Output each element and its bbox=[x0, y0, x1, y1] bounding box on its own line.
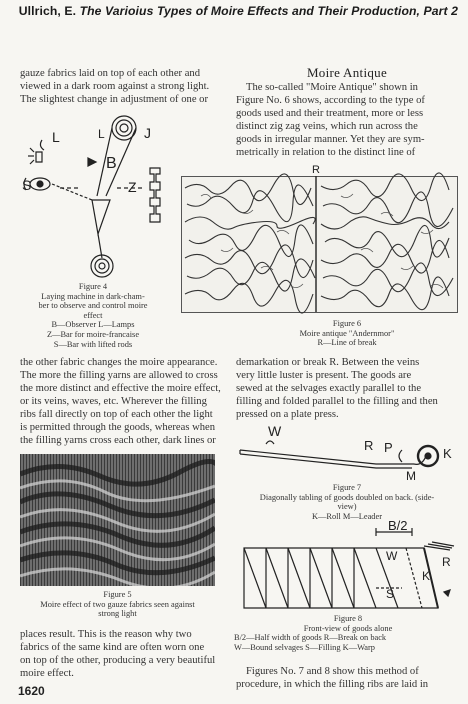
fig4-label-B: B bbox=[106, 155, 117, 172]
caption-line: R—Line of break bbox=[317, 338, 377, 348]
fig4-label-L-left: L bbox=[52, 129, 60, 145]
text-line: on top of the other, producing a very beautiful bbox=[20, 655, 216, 666]
text-line: goods in irregular manner. Yet they are sym- bbox=[236, 134, 425, 145]
caption-line: Moire effect of two gauze fabrics seen against bbox=[40, 599, 195, 609]
caption-line: Figure 7 bbox=[332, 483, 362, 492]
right-paragraph-middle bbox=[236, 356, 458, 421]
caption-line: ber to observe and control moire bbox=[38, 301, 148, 311]
caption-line: Figure 6 bbox=[332, 319, 362, 328]
figure-6-moire-antique-image bbox=[181, 162, 458, 314]
text-line: the more distinct and effective the moire effect, bbox=[20, 383, 221, 394]
caption-line: Figure 5 bbox=[103, 590, 132, 599]
fig8-label-B2: B/2 bbox=[388, 518, 408, 533]
figure-5-caption bbox=[20, 590, 215, 619]
fig7-label-K: K bbox=[443, 446, 452, 461]
figure-8-front-view-goods-diagram bbox=[236, 518, 462, 614]
fig7-label-M: M bbox=[406, 469, 416, 482]
fig8-label-W: W bbox=[386, 549, 398, 563]
text-line: ribs fall directly on top of each other the light bbox=[20, 409, 213, 420]
right-paragraph-top bbox=[236, 81, 458, 159]
text-line: demarkation or break R. Between the veins bbox=[236, 357, 420, 368]
header-author: Ullrich, E. bbox=[18, 4, 77, 18]
left-paragraph-bottom bbox=[20, 628, 228, 680]
header-title: The Varioius Types of Moire Effects and Their Production, Part 2 bbox=[79, 4, 458, 18]
text-line: procedure, in which the filling ribs are laid in bbox=[236, 679, 429, 690]
fig7-label-P: P bbox=[384, 440, 393, 455]
caption-line: K—Roll M—Leader bbox=[311, 511, 382, 521]
text-line: goods used and their treatment, more or less bbox=[236, 108, 424, 119]
text-line: is permitted through the goods, whereas when bbox=[20, 422, 216, 433]
figure-8-caption bbox=[234, 614, 462, 652]
figure-6-caption bbox=[236, 319, 458, 348]
text-line: the filling yarns cross each other, dark lines or bbox=[20, 435, 216, 446]
caption-line: effect bbox=[83, 310, 103, 320]
fig4-label-Z: Z bbox=[128, 179, 137, 195]
left-paragraph-top bbox=[20, 67, 228, 106]
text-line: metrically in relation to the distinct line of bbox=[236, 147, 416, 158]
text-line: the other fabric changes the moire appearance. bbox=[20, 357, 218, 368]
caption-line: B—Observer L—Lamps bbox=[51, 320, 135, 330]
text-line: places result. This is the reason why two bbox=[20, 629, 192, 640]
caption-line: B/2—Half width of goods R—Break on back bbox=[234, 633, 387, 643]
text-line: or its veins, waves, etc. Wherever the filling bbox=[20, 396, 207, 407]
caption-line: S—Bar with lifted rods bbox=[53, 339, 133, 349]
section-heading-moire-antique: Moire Antique bbox=[306, 65, 388, 80]
running-header bbox=[0, 4, 468, 18]
caption-line: Laying machine in dark-cham- bbox=[41, 291, 145, 301]
text-line: Figures No. 7 and 8 show this method of bbox=[246, 666, 419, 677]
text-line: filling and folded parallel to the filling and then bbox=[236, 396, 438, 407]
caption-line: Z—Bar for moire-francaise bbox=[46, 329, 140, 339]
caption-line: Figure 8 bbox=[333, 614, 363, 623]
caption-line: Figure 4 bbox=[78, 282, 108, 291]
figure-7-tabling-side-view-diagram bbox=[236, 420, 458, 482]
text-line: fabrics of the same kind are often worn one bbox=[20, 642, 205, 653]
caption-line: view) bbox=[337, 502, 357, 512]
fig7-label-W: W bbox=[268, 423, 282, 439]
caption-line: W—Bound selvages S—Filling K—Warp bbox=[234, 642, 375, 652]
fig4-label-S: S bbox=[22, 177, 32, 193]
text-line: pressed on a plate press. bbox=[236, 409, 339, 420]
text-line: distinct zig zag veins, which run across the bbox=[236, 121, 418, 132]
caption-line: strong light bbox=[98, 609, 137, 619]
page-number: 1620 bbox=[18, 684, 45, 698]
fig8-label-R: R bbox=[442, 555, 451, 569]
caption-line: Diagonally tabling of goods doubled on back. (side- bbox=[259, 492, 435, 502]
figure-5-gauze-moire-photo bbox=[20, 454, 215, 586]
text-line: The more the filling yarns are allowed to cross bbox=[20, 370, 218, 381]
fig6-label-R: R bbox=[312, 164, 320, 176]
fig4-label-L-right: L bbox=[98, 127, 105, 141]
text-line: The so-called "Moire Antique" shown in bbox=[246, 82, 418, 93]
text-line: viewed in a dark room against a strong light. bbox=[20, 81, 210, 92]
fig8-label-S: S bbox=[386, 587, 395, 601]
text-line: sewed at the selvages exactly parallel to the bbox=[236, 383, 422, 394]
right-paragraph-bottom bbox=[236, 665, 458, 691]
fig4-label-J: J bbox=[144, 125, 151, 141]
text-line: gauze fabrics laid on top of each other and bbox=[20, 68, 201, 79]
left-paragraph-middle bbox=[20, 356, 228, 447]
text-line: moire effect. bbox=[20, 668, 74, 679]
caption-line: Moire antique "Andernmor" bbox=[299, 328, 395, 338]
figure-7-caption bbox=[234, 483, 460, 521]
fig8-label-K: K bbox=[422, 569, 431, 583]
caption-line: Front-view of goods alone bbox=[303, 623, 393, 633]
text-line: Figure No. 6 shows, according to the type of bbox=[236, 95, 425, 106]
figure-4-caption bbox=[18, 282, 168, 349]
text-line: very little luster is present. The goods are bbox=[236, 370, 412, 381]
fig7-label-R: R bbox=[364, 438, 374, 453]
text-line: The slightest change in adjustment of one or bbox=[20, 94, 208, 105]
